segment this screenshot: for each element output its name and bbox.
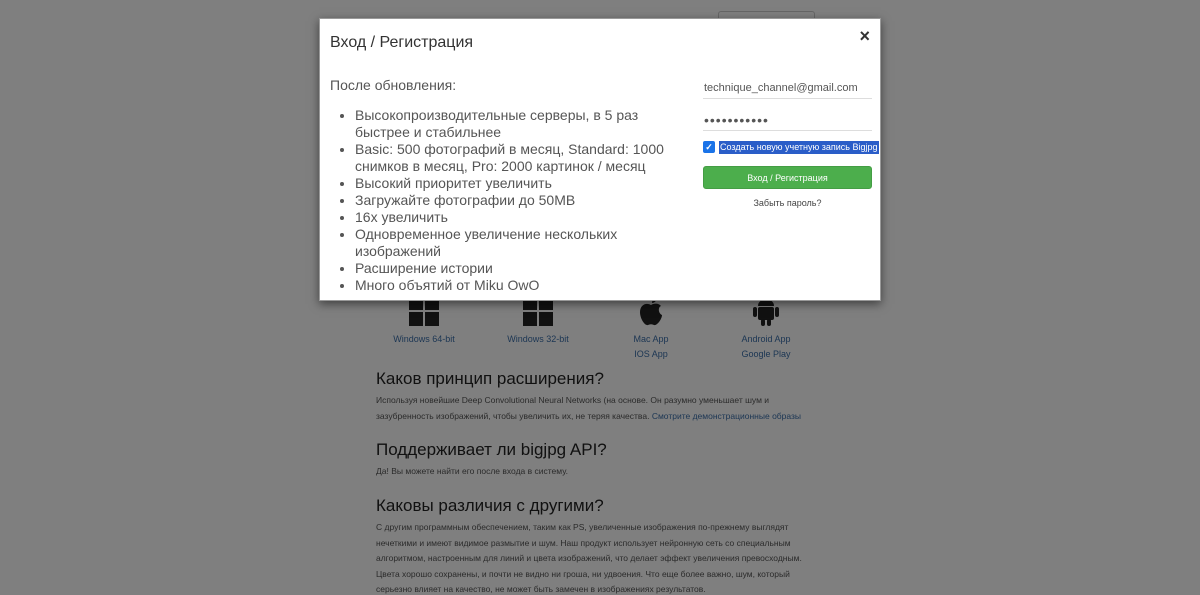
feature-item: • Расширение истории: [355, 260, 680, 277]
features-list: [330, 107, 680, 294]
create-account-row[interactable]: [703, 140, 878, 154]
feature-item: • Много объятий от Miku OwO: [355, 277, 680, 294]
feature-item: • Одновременное увеличение нескольких изображений: [355, 226, 680, 260]
feature-item: • 16x увеличить: [355, 209, 680, 226]
features-intro: После обновления:: [330, 77, 457, 93]
forgot-password-link[interactable]: Забыть пароль?: [753, 198, 822, 208]
email-field[interactable]: [703, 77, 872, 99]
feature-item: • Высокий приоритет увеличить: [355, 175, 680, 192]
login-modal: [319, 18, 881, 301]
login-form: [703, 77, 878, 208]
modal-title: Вход / Регистрация: [330, 34, 474, 51]
close-icon[interactable]: ×: [859, 26, 870, 46]
feature-item: • Basic: 500 фотографий в месяц, Standard: 1000 снимков в месяц, Pro: 2000 картинок / месяц: [355, 141, 680, 175]
login-register-button[interactable]: Вход / Регистрация: [703, 166, 872, 189]
password-field[interactable]: [703, 109, 872, 131]
feature-item: • Загружайте фотографии до 50MB: [355, 192, 680, 209]
features-panel: [330, 77, 680, 294]
create-account-checkbox[interactable]: ✓: [703, 141, 715, 153]
create-account-label[interactable]: Создать новую учетную запись Bigjpg: [720, 141, 878, 152]
feature-item: • Высокопроизводительные серверы, в 5 раз быстрее и стабильнее: [355, 107, 680, 141]
